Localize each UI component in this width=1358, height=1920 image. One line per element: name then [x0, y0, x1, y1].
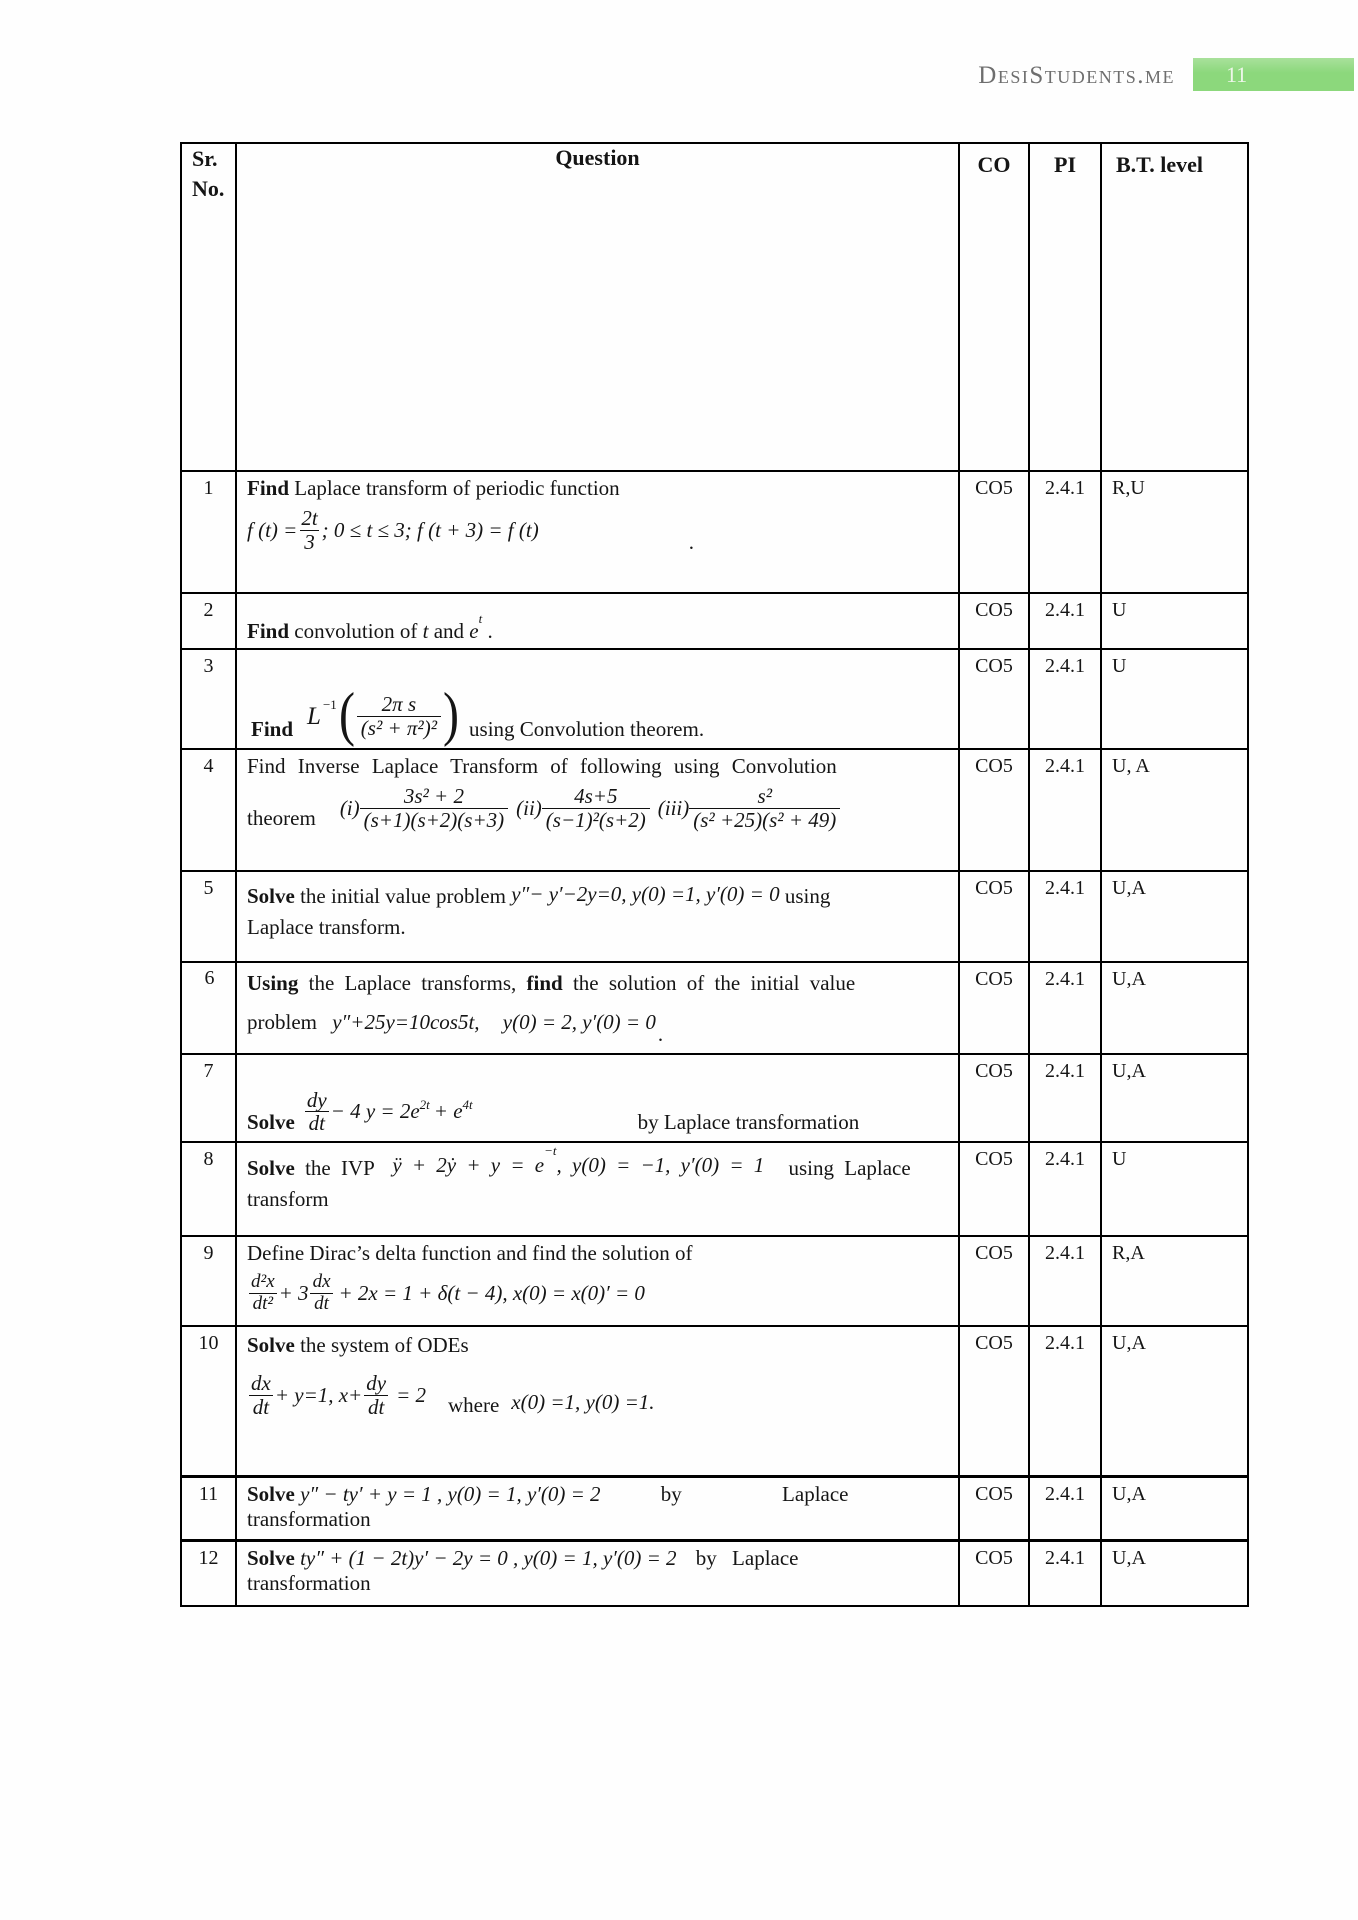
question-cell: Solve ty″ + (1 − 2t)y′ − 2y = 0 , y(0) = 1, y′(0) = 2 by Laplace transformation — [236, 1540, 959, 1606]
table-header-row — [181, 143, 1248, 471]
sr-no: 7 — [181, 1054, 236, 1142]
bt-value: R,U — [1101, 471, 1248, 593]
bt-value: U,A — [1101, 1326, 1248, 1476]
header-sr-no: Sr. No. — [181, 143, 236, 471]
site-watermark: DesiStudents.me — [978, 62, 1175, 89]
co-value: CO5 — [959, 1476, 1029, 1540]
co-value: CO5 — [959, 962, 1029, 1054]
pi-value: 2.4.1 — [1029, 593, 1101, 649]
sr-no: 11 — [181, 1476, 236, 1540]
bt-value: U,A — [1101, 962, 1248, 1054]
bt-value: U, A — [1101, 749, 1248, 871]
fraction: dx dt — [309, 1272, 335, 1314]
co-value: CO5 — [959, 871, 1029, 962]
table-row — [181, 1142, 1248, 1236]
question-bank-table — [180, 142, 1249, 1607]
fraction: dy dt — [303, 1089, 331, 1135]
pi-value: 2.4.1 — [1029, 1476, 1101, 1540]
question-cell: Solve y″ − ty′ + y = 1 , y(0) = 1, y′(0) = 2 by Laplace transformation — [236, 1476, 959, 1540]
bt-value: U — [1101, 649, 1248, 749]
pi-value: 2.4.1 — [1029, 962, 1101, 1054]
co-value: CO5 — [959, 649, 1029, 749]
fraction: $\frac{dy}{dt}$ — [362, 1372, 390, 1418]
table-row — [181, 593, 1248, 649]
ode-formula: dy dt − 4 y = 2e $^{2t}$ + e $^{4t}$ — [303, 1089, 473, 1135]
table-row — [181, 871, 1248, 962]
sr-no: 5 — [181, 871, 236, 962]
question-cell: Find Laplace transform of periodic function f (t) = $\frac{2t}{3}$ ; 0 ≤ t ≤ 3; f (t + 3) = f (t) . — [236, 471, 959, 593]
table-row — [181, 1054, 1248, 1142]
sr-no: 2 — [181, 593, 236, 649]
fraction: 3s² + 2 (s+1)(s+2)(s+3) — [360, 785, 509, 831]
fraction: d²x dt² — [247, 1272, 279, 1314]
bt-value: R,A — [1101, 1236, 1248, 1326]
table-row — [181, 1326, 1248, 1476]
bt-value: U — [1101, 593, 1248, 649]
pi-value: 2.4.1 — [1029, 649, 1101, 749]
table-row — [181, 649, 1248, 749]
question-cell: Solve the initial value problem y″− y′−2y=0, y(0) =1, y′(0) = 0 using Laplace transform. — [236, 871, 959, 962]
bt-value: U,A — [1101, 1540, 1248, 1606]
question-cell: Solve the system of ODEs dx dt + y=1, x+ $\frac{dy}{dt}$ = 2 where x(0) =1, y(0) =1. — [236, 1326, 959, 1476]
sr-no: 1 — [181, 471, 236, 593]
question-cell: Using the Laplace transforms, find the solution of the initial value problem y″+25y=10cos5t, y(0) = 2, y′(0) = 0. — [236, 962, 959, 1054]
co-value: CO5 — [959, 471, 1029, 593]
co-value: CO5 — [959, 1142, 1029, 1236]
table-row — [181, 1540, 1248, 1606]
table-row — [181, 1476, 1248, 1540]
co-value: CO5 — [959, 1540, 1029, 1606]
sr-no: 4 — [181, 749, 236, 871]
sr-no: 6 — [181, 962, 236, 1054]
page-number-bar — [1193, 58, 1354, 91]
sr-no: 12 — [181, 1540, 236, 1606]
pi-value: 2.4.1 — [1029, 471, 1101, 593]
question-cell: Solve dy dt − 4 y = 2e $^{2t}$ + e $^{4t}$ by Laplace transformation — [236, 1054, 959, 1142]
pi-value: 2.4.1 — [1029, 1540, 1101, 1606]
co-value: CO5 — [959, 1326, 1029, 1476]
fraction: $\frac{2t}{3}$ — [301, 506, 318, 554]
question-cell: Find Inverse Laplace Transform of following using Convolution theorem (i) 3s² + 2 (s+1)(s+2)(s+3) (ii) 4s+5 (s−1)²(s+2) (iii) s² (s² +25)(s² + 49) — [236, 749, 959, 871]
left-paren: ( — [338, 681, 355, 747]
sr-no: 3 — [181, 649, 236, 749]
right-paren: ) — [443, 681, 460, 747]
co-value: CO5 — [959, 749, 1029, 871]
fraction: dx dt — [247, 1372, 275, 1418]
pi-value: 2.4.1 — [1029, 1142, 1101, 1236]
pi-value: 2.4.1 — [1029, 1326, 1101, 1476]
sr-no: 9 — [181, 1236, 236, 1326]
header-pi: PI — [1029, 143, 1101, 471]
bt-value: U,A — [1101, 1476, 1248, 1540]
question-cell: Find convolution of t and $e^t$ . — [236, 593, 959, 649]
bt-value: U,A — [1101, 871, 1248, 962]
fraction: s² (s² +25)(s² + 49) — [689, 785, 840, 831]
question-cell: Find L $^{-1}$ ( 2π s (s² + π²)² ) using Convolution theorem. — [236, 649, 959, 749]
header-co: CO — [959, 143, 1029, 471]
page-number: 11 — [1226, 62, 1248, 87]
pi-value: 2.4.1 — [1029, 1054, 1101, 1142]
question-cell: Define Dirac’s delta function and find the solution of d²x dt² + 3 dx dt + 2x = 1 + δ(t − 4), x(0) = x(0)′ = 0 — [236, 1236, 959, 1326]
header-bt-level: B.T. level — [1101, 143, 1248, 471]
question-cell: Solve the IVP ÿ + 2ẏ + $y = e^{-t}$, y(0) = −1, y′(0) = 1 using Laplace transform — [236, 1142, 959, 1236]
table-row — [181, 962, 1248, 1054]
pi-value: 2.4.1 — [1029, 871, 1101, 962]
fraction: 2π s (s² + π²)² — [357, 693, 441, 739]
header-question: Question — [236, 143, 959, 471]
table-row — [181, 749, 1248, 871]
table-row — [181, 1236, 1248, 1326]
bt-value: U — [1101, 1142, 1248, 1236]
fraction: 4s+5 (s−1)²(s+2) — [542, 785, 650, 831]
pi-value: 2.4.1 — [1029, 1236, 1101, 1326]
sr-no: 10 — [181, 1326, 236, 1476]
table-row — [181, 471, 1248, 593]
sr-no: 8 — [181, 1142, 236, 1236]
co-value: CO5 — [959, 1054, 1029, 1142]
co-value: CO5 — [959, 593, 1029, 649]
bt-value: U,A — [1101, 1054, 1248, 1142]
co-value: CO5 — [959, 1236, 1029, 1326]
inverse-laplace-formula: L $^{-1}$ ( 2π s (s² + π²)² ) — [307, 681, 460, 747]
pi-value: 2.4.1 — [1029, 749, 1101, 871]
